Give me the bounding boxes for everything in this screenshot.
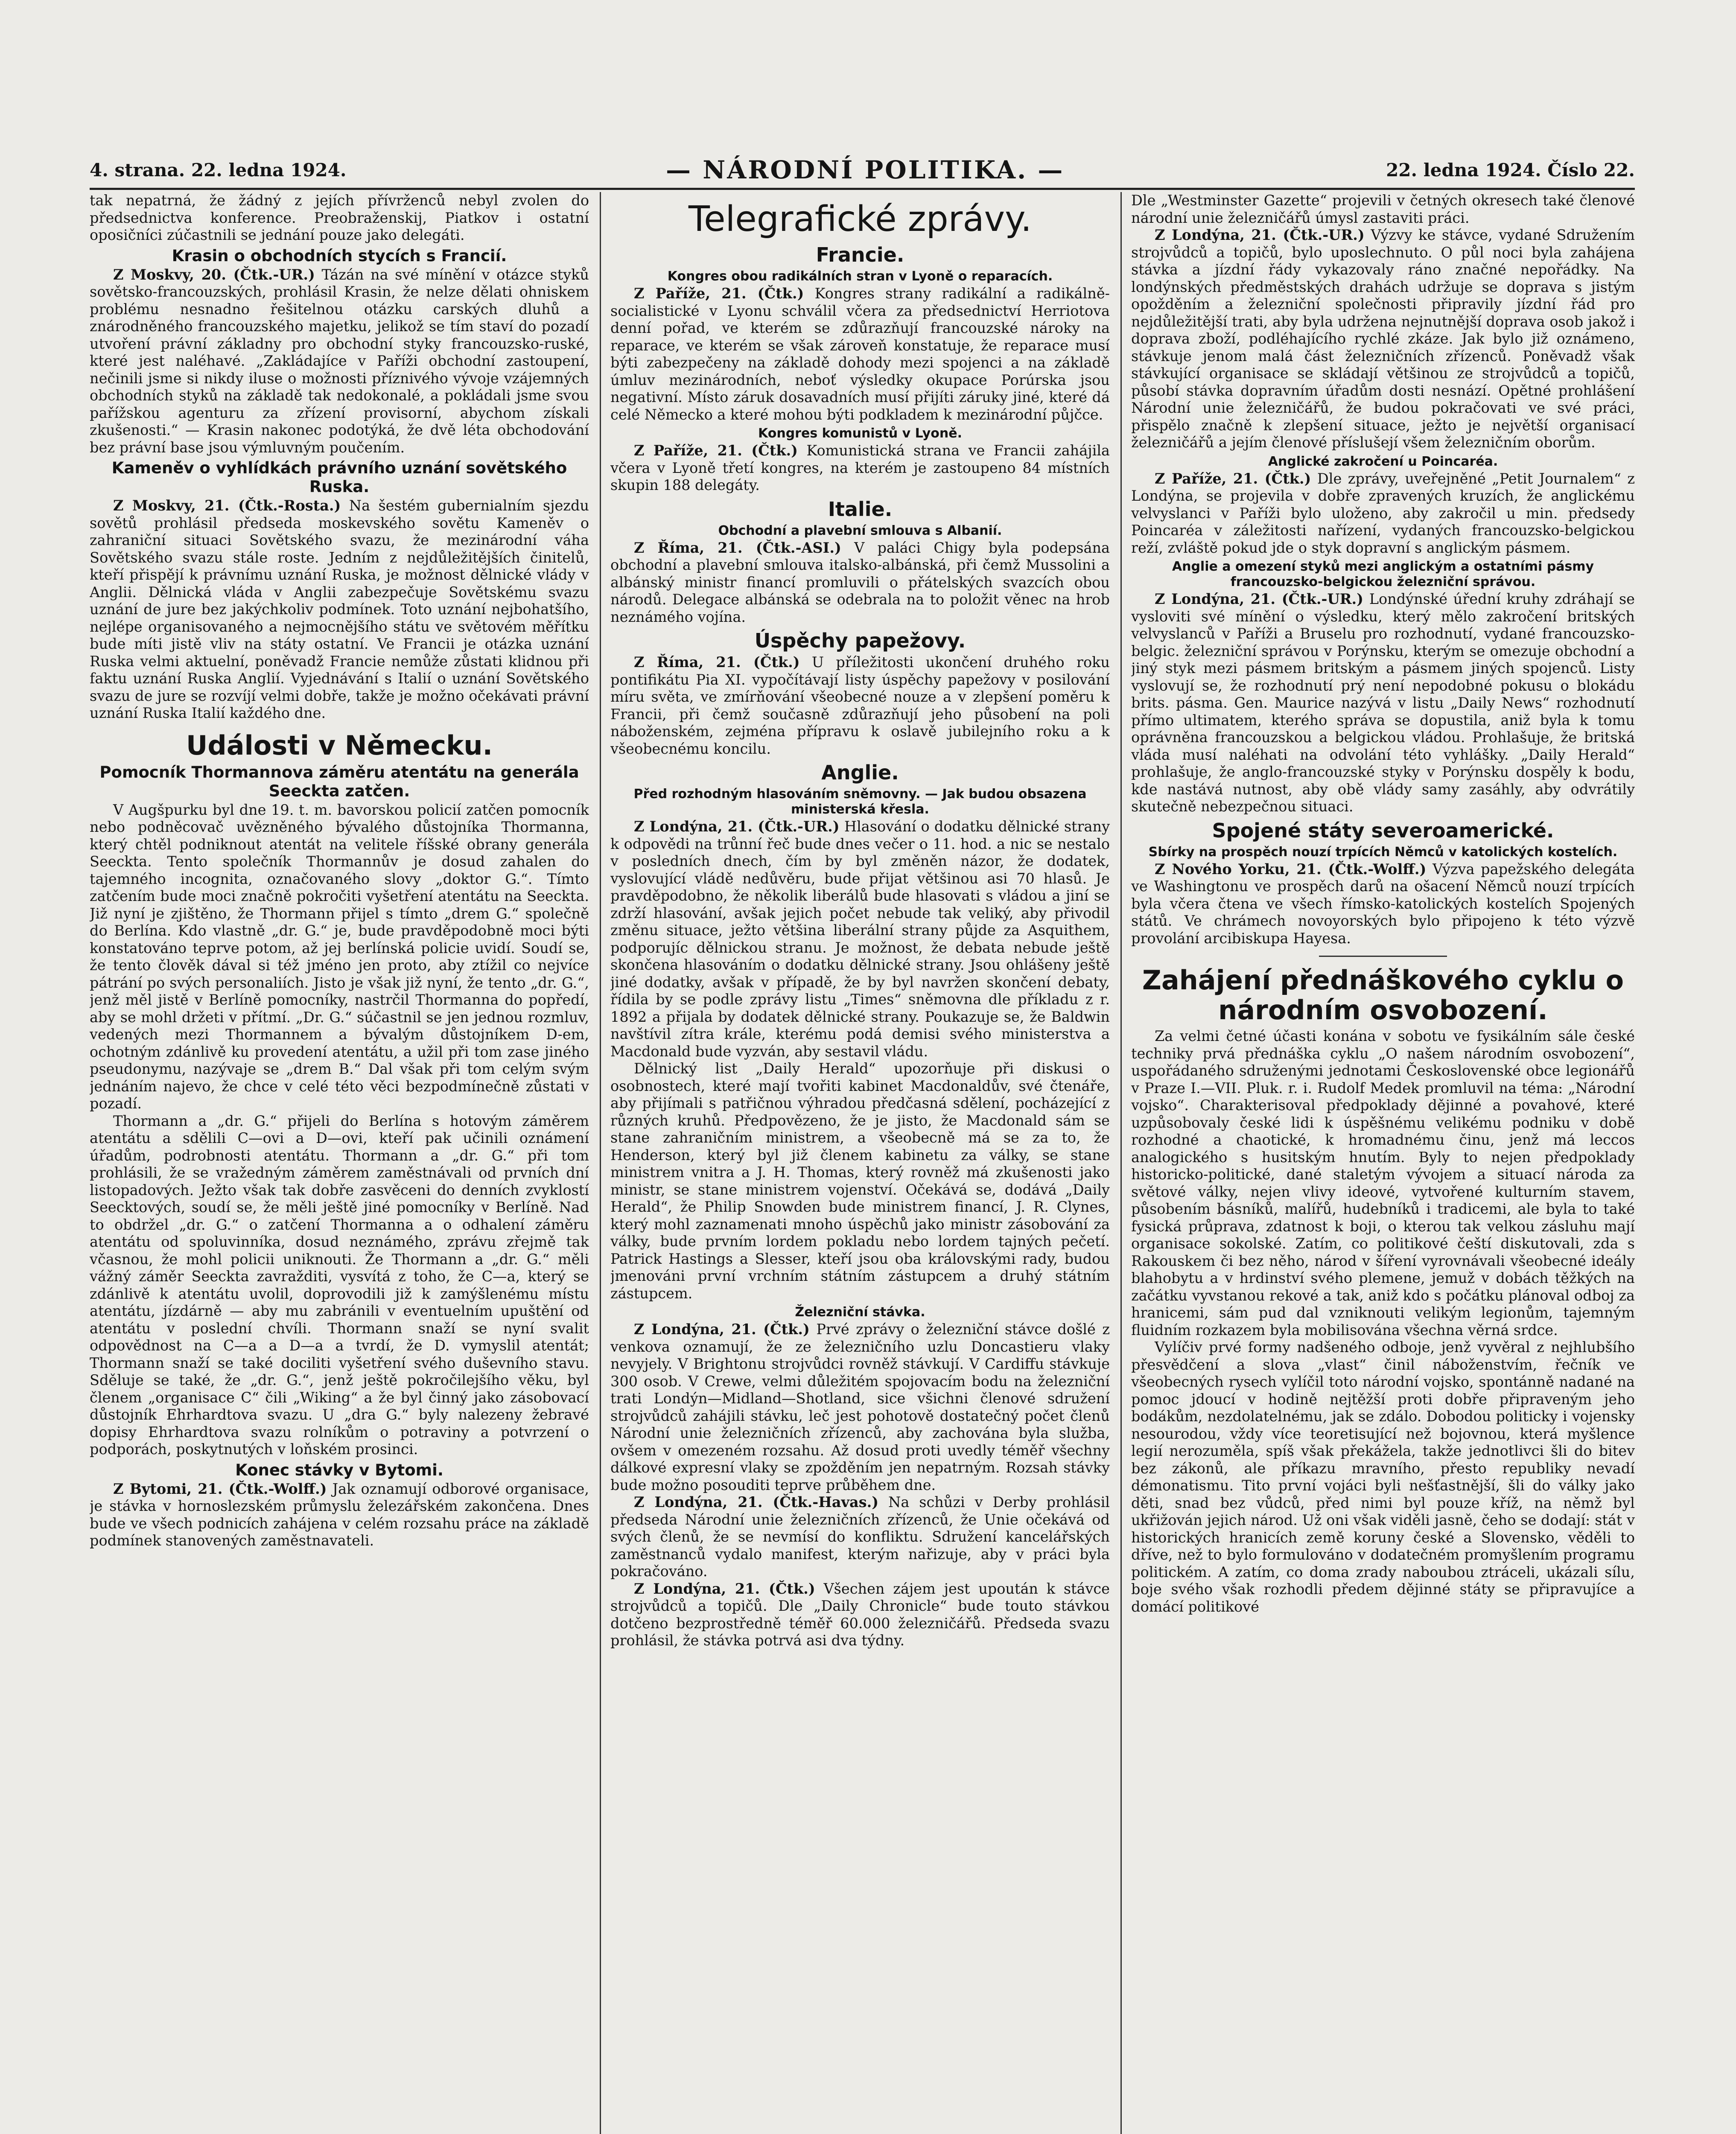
article-paragraph: Z Londýna, 21. (Čtk.) Prvé zprávy o železniční stávce došlé z venkova oznamují, že ze železničního uzlu Doncastieru vlaky nevyjely. V Brightonu strojvůdci rovněž stávkují. V Cardiffu stávkuje 300 osob. V Crewe, velmi důležitém spojovacím bodu na železniční trati Londýn—Midland—Shotland, sice všichni členové sdružení strojvůdců zahájili stávku, leč jest pohotově dostatečný počet členů Národní unie železničních zřízenců, aby zachována byla služba, ovšem v omezeném rozsahu. Až dosud proti uvedly téměř všechny dálkové expresní vlaky se zpožděním jen nepatrným. Rozsah stávky bude možno posouditi teprve průběhem dne.	[610, 1321, 1110, 1493]
column-3	[1131, 192, 1635, 2134]
headline-papez: Úspěchy papežovy.	[754, 629, 966, 652]
column-divider	[1120, 192, 1122, 2134]
dateline: Z Říma, 21. (Čtk.-ASI.)	[634, 539, 841, 556]
article-paragraph: Z Nového Yorku, 21. (Čtk.-Wolff.) Výzva papežského delegáta ve Washingtonu ve prospěch darů na ošacení Němců nouzí trpících byla včera čtena ve všech římsko-katolických kostelích Spojených států. Ve chrámech novoyorských bylo připojeno k této výzvě provolání arcibiskupa Hayesa.	[1131, 860, 1635, 947]
article-paragraph: Vylíčiv prvé formy nadšeného odboje, jenž vyvěral z nejhlubšího přesvědčení a slova „vlast“ činil náboženstvím, řečník ve všeobecných rysech vylíčil toto národní vojsko, spontánně nadané na pomoc jdoucí v hodině nejtěžší proti dobře připraveným jeho bodákům, nezdolatelnému, jak se zdálo. Dobodou politicky i vojensky nesourodou, vždy více teoretisující než bojovnou, která myšlence legií nerozuměla, spíš však překážela, takže jednotlivci šli do bitev bez zákonů, ale příkazu mravního, přesto republiky nevadí démonatismu. Tito první vojáci byli nešťastnější, šli do války jako děti, snad bez vůdců, před nimi byl pouze kříž, na němž byl ukřižován jejich národ. Už oni však viděli jasně, čeho se dodají: stát v historických hranicích země koruny české a Slovensko, věděli to dříve, než to bylo formulováno v dodatečném promyšlením programu politickém. A zatím, co doma zrady naboubou ztráceli, ukázali sílu, boje svého však rozhodli předem dějinné státy se připravujíce a domácí politikové	[1131, 1339, 1635, 1615]
dateline: Z Říma, 21. (Čtk.)	[634, 654, 800, 671]
headline-sbirky: Sbírky na prospěch nouzí trpících Němců v katolických kostelích.	[1148, 844, 1618, 860]
headline-bytom: Konec stávky v Bytomi.	[235, 1461, 443, 1479]
article-paragraph: tak nepatrná, že žádný z jejích přívrženců nebyl zvolen do předsednictva konference. Preobraženskij, Piatkov i ostatní oposičníci zúčastnili se jednání pouze jako delegáti.	[90, 192, 589, 243]
article-paragraph: Z Říma, 21. (Čtk.) U příležitosti ukončení druhého roku pontifikátu Pia XI. vypočítávají listy úspěchy papežovy v posilování míru světa, ve zmírňování všeobecné nouze a v zlepšení poměru k Francii, při čemž současně zdůrazňují jeho působení na poli náboženském, zejména přípravu k oslavě jubilejního roku a k všeobecnému koncilu.	[610, 654, 1110, 757]
dateline: Z Moskvy, 21. (Čtk.-Rosta.)	[113, 497, 341, 514]
article-paragraph: Z Paříže, 21. (Čtk.) Kongres strany radikální a radikálně-socialistické v Lyonu schválil včera za předsednictví Herriotova denní pořad, ve kterém se zdůrazňují francouzské nároky na reparace, ve kterém se však zároveň konstatuje, že reparace musí býti zabezpečeny na základě dohody mezi spojenci a na základě úmluv mezinárodních, neboť výsledky okupace Porúrska jsou negativní. Místo záruk dosavadních musí přijíti záruky jiné, které dá celé Německo a které mohou býti podkladem k mezinárodní půjčce.	[610, 285, 1110, 423]
header-date-right: 22. ledna 1924. Číslo 22.	[1386, 160, 1635, 181]
headline-kamenev: Kameněv o vyhlídkách právního uznání sovětského Ruska.	[111, 459, 567, 496]
article-paragraph: Z Moskvy, 21. (Čtk.-Rosta.) Na šestém gubernialním sjezdu sovětů prohlásil předseda moskevského sovětu Kameněv o zahraniční situaci Sovětského svazu, že mezinárodní váha Sovětského svazu stále roste. Jedním z nejdůležitějších činitelů, kteří přispějí k právnímu uznání Ruska, je možnost dělnické vlády v Anglii. Dělnická vláda v Anglii zabezpečuje Sovětskému svazu uznání de jure bez jakýchkoliv podmínek. Toto uznání nejbohatšího, nejlépe organisovaného a nejmocnějšího státu ve světovém měřítku bude míti jistě vliv na státy ostatní. Ve Francii je otázka uznání Ruska velmi aktuelní, poněvadž Francie nemůže zůstati klidnou při faktu uznání Ruska Anglií. Vyjednávání s Italií o uznání Sovětského svazu de jure se rozvíjí velmi dobře, takže je možno očekávati právní uznání Ruska Italií každého dne.	[90, 497, 589, 721]
article-paragraph: Z Paříže, 21. (Čtk.) Komunistická strana ve Francii zahájila včera v Lyoně třetí kongres, na kterém je zastoupeno 84 místních skupin 188 delegáty.	[610, 442, 1110, 493]
dateline: Z Londýna, 21. (Čtk.)	[634, 1321, 810, 1338]
dateline: Z Paříže, 21. (Čtk.)	[1155, 470, 1311, 487]
page-header	[90, 154, 1635, 188]
headline-krasin: Krasin o obchodních stycích s Francií.	[172, 246, 507, 265]
country-heading-francie: Francie.	[816, 243, 904, 266]
dateline: Z Londýna, 21. (Čtk.-UR.)	[1155, 227, 1365, 243]
country-heading-italie: Italie.	[828, 497, 893, 521]
article-paragraph: Dle „Westminster Gazette“ projevili v četných okresech také členové národní unie železničářů úmysl zastaviti práci.	[1131, 192, 1635, 226]
country-heading-anglie: Anglie.	[821, 761, 899, 784]
article-paragraph: Z Moskvy, 20. (Čtk.-UR.) Tázán na své mínění v otázce styků sovětsko-francouzských, prohlásil Krasin, že nelze dělati ohniskem problému nesnadno řešitelnou otázku carských dluhů a znárodněného francouzského majetku, jelikož se tím staví do pozadí utvoření právní základny pro obchodní styky francouzsko-ruské, které jest naléhavé. „Zakládajíce v Paříži obchodní zastoupení, nečinili jsme si nikdy iluse o možnosti příznivého vývoje vzájemných obchodních styků na základě tak nedokonalé, a pokládali jsme svou pařížskou agenturu za zřízení provisorní, abychom získali zkušenosti.“ — Krasin nakonec podotýká, že dvě léta obchodování bez právní base jsou výmluvným poučením.	[90, 266, 589, 456]
article-paragraph: Z Londýna, 21. (Čtk.) Všechen zájem jest upoután k stávce strojvůdců a topičů. Dle „Daily Chronicle“ bude touto stávkou dotčeno bezprostředně téměř 60.000 železničářů. Předseda svazu prohlásil, že stávka potrvá asi dva týdny.	[610, 1580, 1110, 1649]
headline-thormann: Pomocník Thormannova záměru atentátu na generála Seeckta zatčen.	[99, 763, 579, 800]
article-paragraph: Z Bytomi, 21. (Čtk.-Wolff.) Jak oznamují odborové organisace, je stávka v hornoslezském průmyslu železářském zakončena. Dnes bude ve všech podnicích zahájena v celém rozsahu práce na základě podmínek stanovených zaměstnavateli.	[90, 1480, 589, 1549]
dateline: Z Londýna, 21. (Čtk.-UR.)	[1155, 591, 1364, 607]
dateline: Z Londýna, 21. (Čtk.-Havas.)	[634, 1494, 879, 1510]
headline-zeleznicni-stavka: Železniční stávka.	[795, 1305, 925, 1320]
dateline: Z Londýna, 21. (Čtk.)	[634, 1580, 815, 1597]
header-date-left: 4. strana. 22. ledna 1924.	[90, 160, 347, 181]
column-2	[610, 192, 1110, 2134]
headline-albanie: Obchodní a plavební smlouva s Albanií.	[718, 523, 1002, 538]
column-divider	[600, 192, 601, 2134]
headline-hlasovani: Před rozhodným hlasováním sněmovny. — Jak budou obsazena ministerská křesla.	[633, 787, 1087, 817]
dateline: Z Paříže, 21. (Čtk.)	[634, 285, 804, 302]
article-paragraph: Z Londýna, 21. (Čtk.-Havas.) Na schůzi v Derby prohlásil předseda Národní unie železničních zřízenců, že Unie očekává od svých členů, že se nevmísí do konfliktu. Sdružení kancelářských zaměstnanců vydalo manifest, kterým nařizuje, aby v práci byla pokračováno.	[610, 1494, 1110, 1580]
dateline: Z Londýna, 21. (Čtk.-UR.)	[634, 818, 840, 835]
article-paragraph: Z Londýna, 21. (Čtk.-UR.) Hlasování o dodatku dělnické strany k odpovědi na trůnní řeč bude dnes večer o 11. hod. a nic se nestalo v posledních dnech, čím by byl změněn názor, že dodatek, vyslovující vládě nedůvěru, bude přijat většinou asi 70 hlasů. Je pravděpodobno, že několik liberálů bude hlasovati s vládou a jiní se zdrží hlasování, avšak jejich počet nebude tak veliký, aby přivodil změnu situace, ježto většina liberální strany půjde za Asquithem, podporujíc dělnickou stranu. Je možnost, že debata nebude ještě skončena hlasováním o dodatku dělnické strany. Jsou ohlášeny ještě jiné dodatky, avšak v případě, že by byl navržen skončení debaty, řídila by se podle zprávy listu „Times“ sněmovna dle příkladu z r. 1892 a přijala by dodatek dělnické strany. Poukazuje se, že Baldwin navštívil zítra krále, kterému podá demisi svého ministerstva a Macdonald bude vyzván, aby sestavil vládu.	[610, 818, 1110, 1060]
dateline: Z Bytomi, 21. (Čtk.-Wolff.)	[113, 1480, 327, 1497]
article-paragraph: Z Paříže, 21. (Čtk.) Dle zprávy, uveřejněné „Petit Journalem“ z Londýna, se projevila v dobře zpravených kruzích, že anglickému velvyslanci v Paříži bylo uloženo, aby zakročil u min. předsedy Poincaréa v záležitosti nařízení, vydaných francouzsko-belgickou reží, zvláště pokud jde o styk dopravní s anglickým pásmem.	[1131, 470, 1635, 556]
headline-poincare: Anglické zakročení u Poincaréa.	[1268, 454, 1498, 469]
headline-komuniste: Kongres komunistů v Lyoně.	[758, 426, 962, 441]
article-paragraph: Z Londýna, 21. (Čtk.-UR.) Londýnské úřední kruhy zdráhají se vysloviti své mínění o výsledku, který mělo zakročení britských velvyslanců v Paříži a Bruselu pro rozhodnutí, vydané francouzsko-belgic. železniční správou v Porýnsku, kterým se omezuje obchodní a jiný styk mezi pásmem britským a pásmem jiných spojenců. Listy vyslovují se, že rozhodnutí prý není nepodobné pokusu o blokádu brits. pásma. Gen. Maurice nazývá v listu „Daily News“ rozhodnutí přímo ultimatem, kterého správa se dopustila, aniž byla k tomu oprávněna francouzskou a belgickou vládou. Prohlašuje, že britská vláda musí naléhati na odvolání této vyhlášky. „Daily Herald“ prohlašuje, že anglo-francouzské styky v Porýnsku dospěly k bodu, kde nastává nutnost, aby obě vlády samy zasáhly, aby odvrátily skutečně nebezpečnou situaci.	[1131, 591, 1635, 815]
masthead-title: — NÁRODNÍ POLITIKA. —	[666, 155, 1065, 184]
section-title-telegraf: Telegrafické zprávy.	[688, 199, 1032, 239]
column-1	[90, 192, 589, 2134]
headline-anglie-styky: Anglie a omezení styků mezi anglickým a ostatními pásmy francouzsko-belgickou železniční správou.	[1172, 559, 1594, 589]
country-heading-usa: Spojené státy severoamerické.	[1212, 819, 1554, 842]
article-paragraph: Thormann a „dr. G.“ přijeli do Berlína s hotovým záměrem atentátu a sdělili C—ovi a D—ovi, kteří pak učinili oznámení úřadům, podrobnosti atentátu. Thormann a „dr. G.“ při tom prohlásili, že se vražedným záměrem zaměstnávali od prvních dní listopadových. Ježto však tak dobře zasvěceni do denních zvyklostí Seecktových, soudí se, že měli ještě jiné pomocníky v Berlíně. Nad to obdržel „dr. G.“ o zatčení Thormanna a o odhalení záměru atentátu od spoluvinníka, dosud neznámého, zprávu zřejmě tak včasnou, že mohl policii uniknouti. Že Thormann a „dr. G.“ měli vážný záměr Seeckta zavražditi, vysvítá z toho, že C—a, který se zdánlivě k atentátu uvolil, doprovodili již k zamýšlenému místu atentátu, jízdárně — aby mu zabránili v eventuelním upuštění od atentátu v poslední chvíli. Thormann snaží se nyní svalit odpovědnost na C—a a D—a a tvrdí, že D. vymyslil atentát; Thormann snaží se také dociliti vyšetření svého duševního stavu. Sděluje se také, že „dr. G.“, jenž ještě pokročilejšího věku, byl členem „organisace C“ čili „Wiking“ a že byl činný jako zásobovací důstojník Ehrhardtova svazu. U „dra G.“ byly nalezeny žebravé dopisy Ehrhardtova svazu rolníkům o potraviny a potvrzení o podporách, poskytnutých v loňském prosinci.	[90, 1112, 589, 1458]
article-paragraph: Dělnický list „Daily Herald“ upozorňuje při diskusi o osobnostech, které mají tvořiti kabinet Macdonaldův, své čtenáře, aby přijímali s patřičnou výhradou předčasná sdělení, pocházející z různých kruhů. Předpovězeno, že je jisto, že Macdonald sám se stane zahraničním ministrem, a všeobecně má se za to, že Henderson, který byl již členem kabinetu za války, se stane ministrem vnitra a J. H. Thomas, který rovněž má zkušenosti jako ministr, se stane ministrem vojenství. Očekává se, dodává „Daily Herald“, že Philip Snowden bude ministrem financí, J. R. Clynes, který mohl zaznamenati mnoho úspěchů jako ministr zásobování za války, bude prvním lordem pokladu nebo lordem tajných pečetí. Patrick Hastings a Slesser, kteří jsou oba královskými rady, budou jmenováni první vrchním státním zástupcem a druhý státním zástupcem.	[610, 1060, 1110, 1302]
headline-kongres: Kongres obou radikálních stran v Lyoně o reparacích.	[667, 269, 1053, 284]
article-separator	[1319, 956, 1447, 957]
section-heading-nemecko: Události v Německu.	[186, 729, 493, 761]
article-paragraph: Z Londýna, 21. (Čtk.-UR.) Výzvy ke stávce, vydané Sdružením strojvůdců a topičů, bylo uposlechnuto. O půl noci byla zahájena stávka a jízdní řády vykazovaly ráno značné nepořádky. Na londýnských předměstských drahách udržuje se doprava s jistým opožděním a železniční společnosti připravily jízdní řád pro nejdůležitější trati, aby byla udržena nejnutnější doprava osob jakož i doprava zboží, podléhajícího rychlé zkáze. Jak bylo již oznámeno, stávkuje jenom malá část železničních zřízenců. Poněvadž však stávkující organisace se skládají většinou ze strojvůdců a topičů, působí stávka dopravním úřadům dosti nesnází. Opětné prohlášení Národní unie železničářů, že budou pokračovati ve své práci, přispělo značně k zlepšení situace, ježto je největší organisací železničářů a jejím členové příslušejí všem železničním oborům.	[1131, 227, 1635, 451]
article-paragraph: Z Říma, 21. (Čtk.-ASI.) V paláci Chigy byla podepsána obchodní a plavební smlouva italsko-albánská, při čemž Mussolini a albánský ministr financí promluvili o přátelských svazcích obou národů. Delegace albánská se odebrala na to položit věnec na hrob neznámého vojína.	[610, 539, 1110, 625]
headline-prednasky: Zahájení přednáškového cyklu o národním osvobození.	[1142, 965, 1624, 1026]
dateline: Z Moskvy, 20. (Čtk.-UR.)	[113, 266, 315, 283]
dateline: Z Paříže, 21. (Čtk.)	[634, 442, 798, 459]
article-paragraph: Za velmi četné účasti konána v sobotu ve fysikálním sále české techniky prvá přednáška cyklu „O našem národním osvobození“, uspořádaného sdruženými jednotami Československé obce legionářů v Praze I.—VII. Pluk. r. i. Rudolf Medek promluvil na téma: „Národní vojsko“. Charakterisoval předpoklady dějinné a povahové, které uzpůsobovaly české lidi k úspěšnému velikému podniku v době rozhodné a chaotické, k hromadnému činu, jenž má leccos analogického s husitským hnutím. Byly to nejen předpoklady historicko-politické, dané staletým vývojem a situací národa za světové války, nejen vlivy ideové, vytvořené kulturním stavem, působením básníků, malířů, hudebníků i tradicemi, ale byla to také fysická průprava, zdatnost k boji, o kterou tak velkou zásluhu mají organisace sokolské. Zatím, co politikové čeští diskutovali, zda s Rakouskem či bez něho, národ v šíření vyrovnávali všeobecné ideály blahobytu a v hrdinství svého plemene, jemuž v dobách těžkých na začátku vyvstanou rekové a tak, aniž kdo s počátku plánoval odboj za hranicemi, sám pud dal vzniknouti velikým legionům, tajemným fluidním rozkazem byla mobilisována všechna věrná srdce.	[1131, 1028, 1635, 1338]
header-rule	[90, 188, 1635, 190]
article-paragraph: V Augšpurku byl dne 19. t. m. bavorskou policií zatčen pomocník nebo podněcovač uvězněného bývalého důstojníka Thormanna, který chtěl podniknout atentát na velitele říšské obrany generála Seeckta. Tento společník Thormannův je dosud zahalen do tajemného incognita, označovaného slovy „doktor G.“. Tímto zatčením bude moci značně pokročiti vyšetření atentátu na Seeckta. Již nyní je zjištěno, že Thormann přijel s tímto „drem G.“ společně do Berlína. Kdo vlastně „dr. G.“ je, bude pravděpodobně moci býti konstatováno teprve potom, až jej berlínská policie uvidí. Soudí se, že tento člověk dával si též jméno jen proto, aby ztížil co nejvíce pátrání po svých personaliích. Jisto je však již nyní, že tento „dr. G.“, jenž měl jistě v Berlíně pomocníky, nastrčil Thormanna do popředí, aby se mohl držeti v přítmí. „Dr. G.“ súčastnil se jen jednou rozmluv, vedených mezi Thormannem a bývalým důstojníkem D-em, ochotným zdánlivě ku provedení atentátu, a užil při tom zase jiného pseudonymu, nazývaje se „drem B.“ Dal však při tom celým svým jednáním najevo, že chce v celé této věci bezpodmínečně zůstati v pozadí.	[90, 801, 589, 1112]
dateline: Z Nového Yorku, 21. (Čtk.-Wolff.)	[1155, 860, 1427, 878]
